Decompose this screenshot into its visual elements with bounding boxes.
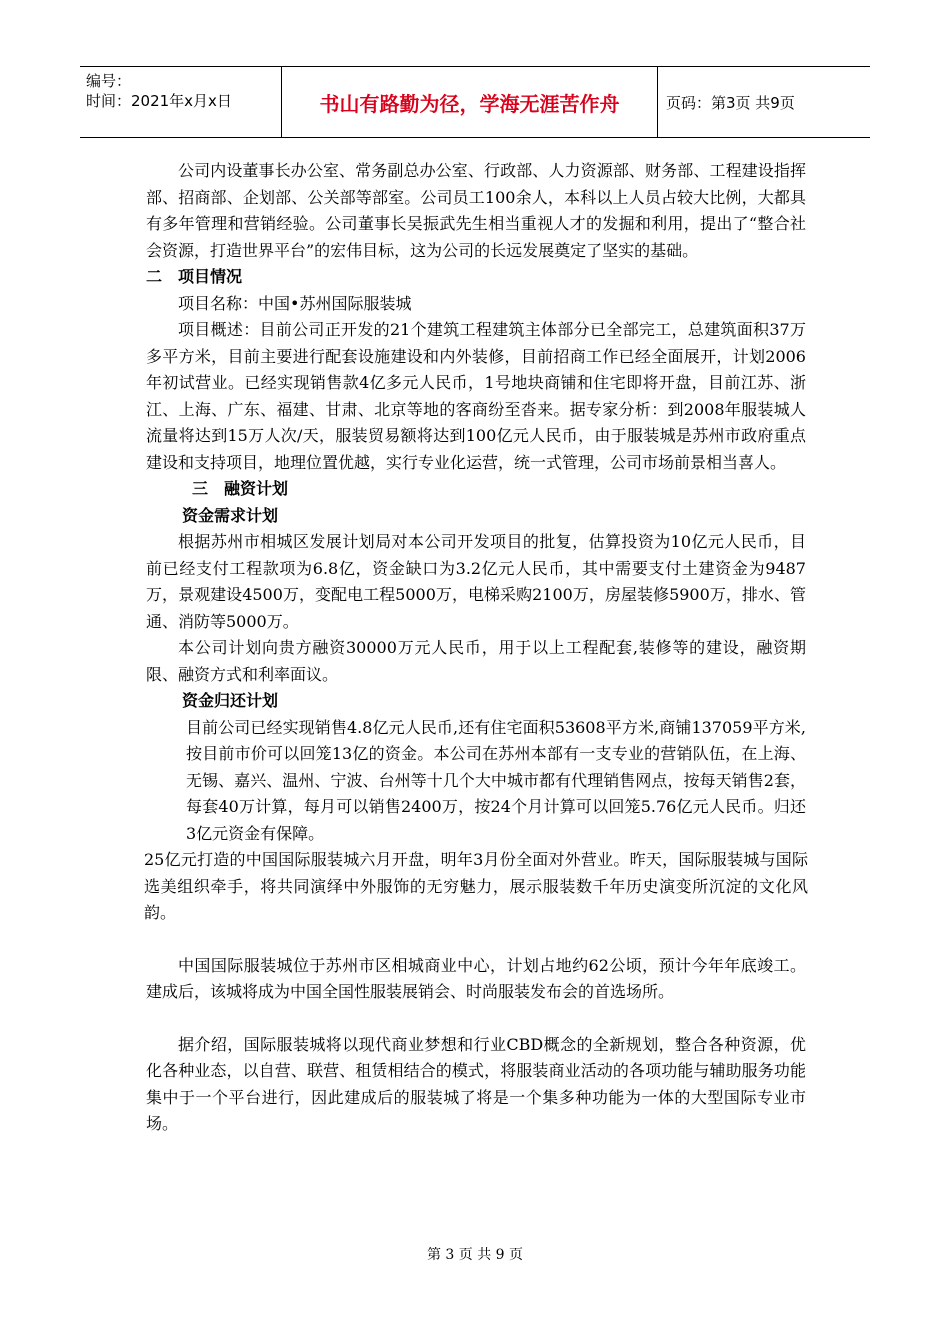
page-header: [80, 66, 870, 138]
subsection-repayment: 资金归还计划: [182, 691, 279, 710]
date-line: 时间：2021年x月x日: [86, 92, 232, 110]
repayment-paragraph: 目前公司已经实现销售4.8亿元人民币,还有住宅面积53608平方米,商铺137059平方米,按目前市价可以回笼13亿的资金。本公司在苏州本部有一支专业的营销队伍，在上海、无锡、嘉兴、温州、宁波、台州等十几个大中城市都有代理销售网点，按每天销售2套，每套40万计算，每月可以销售2400万，按24个月计算可以回笼5.76亿元人民币。归还3亿元资金有保障。: [186, 717, 806, 843]
subsection-fund-demand: 资金需求计划: [182, 505, 279, 525]
header-motto: 书山有路勤为径，学海无涯苦作舟: [282, 67, 658, 137]
section-title-project: 二 项目情况: [146, 267, 243, 286]
spacer: [146, 1006, 806, 1032]
fund-demand-paragraph: 根据苏州市相城区发展计划局对本公司开发项目的批复，估算投资为10亿元人民币，目前已经支付工程款项为6.8亿，资金缺口为3.2亿元人民币，其中需要支付土建资金为9487万，景观建设4500万，变配电工程5000万，电梯采购2100万，房屋装修5900万，排水、管通、消防等5000万。: [146, 532, 806, 631]
header-page-info: 页码：第3页 共9页: [666, 93, 795, 112]
news-paragraph-3: 据介绍，国际服装城将以现代商业梦想和行业CBD概念的全新规划，整合各种资源，优化各种业态，以自营、联营、租赁相结合的模式，将服装商业活动的各项功能与辅助服务功能集中于一个平台进行，因此建成后的服装城了将是一个集多种功能为一体的大型国际专业市场。: [146, 1034, 806, 1133]
project-overview: 项目概述：目前公司正开发的21个建筑工程建筑主体部分已全部完工，总建筑面积37万多平方米，目前主要进行配套设施建设和内外装修，目前招商工作已经全面展开，计划2006年初试营业。已经实现销售款4亿多元人民币，1号地块商铺和住宅即将开盘，目前江苏、浙江、上海、广东、福建、甘肃、北京等地的客商纷至沓来。据专家分析：到2008年服装城人流量将达到15万人次/天，服装贸易额将达到100亿元人民币，由于服装城是苏州市政府重点建设和支持项目，地理位置优越，实行专业化运营，统一式管理，公司市场前景相当喜人。: [146, 320, 806, 472]
project-name: 项目名称：中国•苏州国际服装城: [178, 293, 412, 313]
financing-paragraph: 本公司计划向贵方融资30000万元人民币，用于以上工程配套,装修等的建设，融资期限、融资方式和利率面议。: [146, 638, 806, 684]
section-title-financing: 三 融资计划: [192, 479, 289, 498]
company-paragraph: 公司内设董事长办公室、常务副总办公室、行政部、人力资源部、财务部、工程建设指挥部、招商部、企划部、公关部等部室。公司员工100余人，本科以上人员占较大比例，大都具有多年管理和营销经验。公司董事长吴振武先生相当重视人才的发掘和利用，提出了“整合社会资源，打造世界平台”的宏伟目标，这为公司的长远发展奠定了坚实的基础。: [146, 161, 806, 260]
document-body: [146, 158, 806, 1138]
header-meta: [80, 67, 282, 137]
news-paragraph-1: 25亿元打造的中国国际服装城六月开盘，明年3月份全面对外营业。昨天，国际服装城与国际选美组织牵手，将共同演绎中外服饰的无穷魅力，展示服装数千年历史演变所沉淀的文化风韵。: [144, 850, 808, 922]
page-footer: 第 3 页 共 9 页: [426, 1247, 524, 1263]
spacer: [146, 927, 806, 953]
number-label: 编号：: [86, 72, 132, 90]
news-paragraph-2: 中国国际服装城位于苏州市区相城商业中心，计划占地约62公顷，预计今年年底竣工。建成后，该城将成为中国全国性服装展销会、时尚服装发布会的首选场所。: [146, 955, 806, 1001]
